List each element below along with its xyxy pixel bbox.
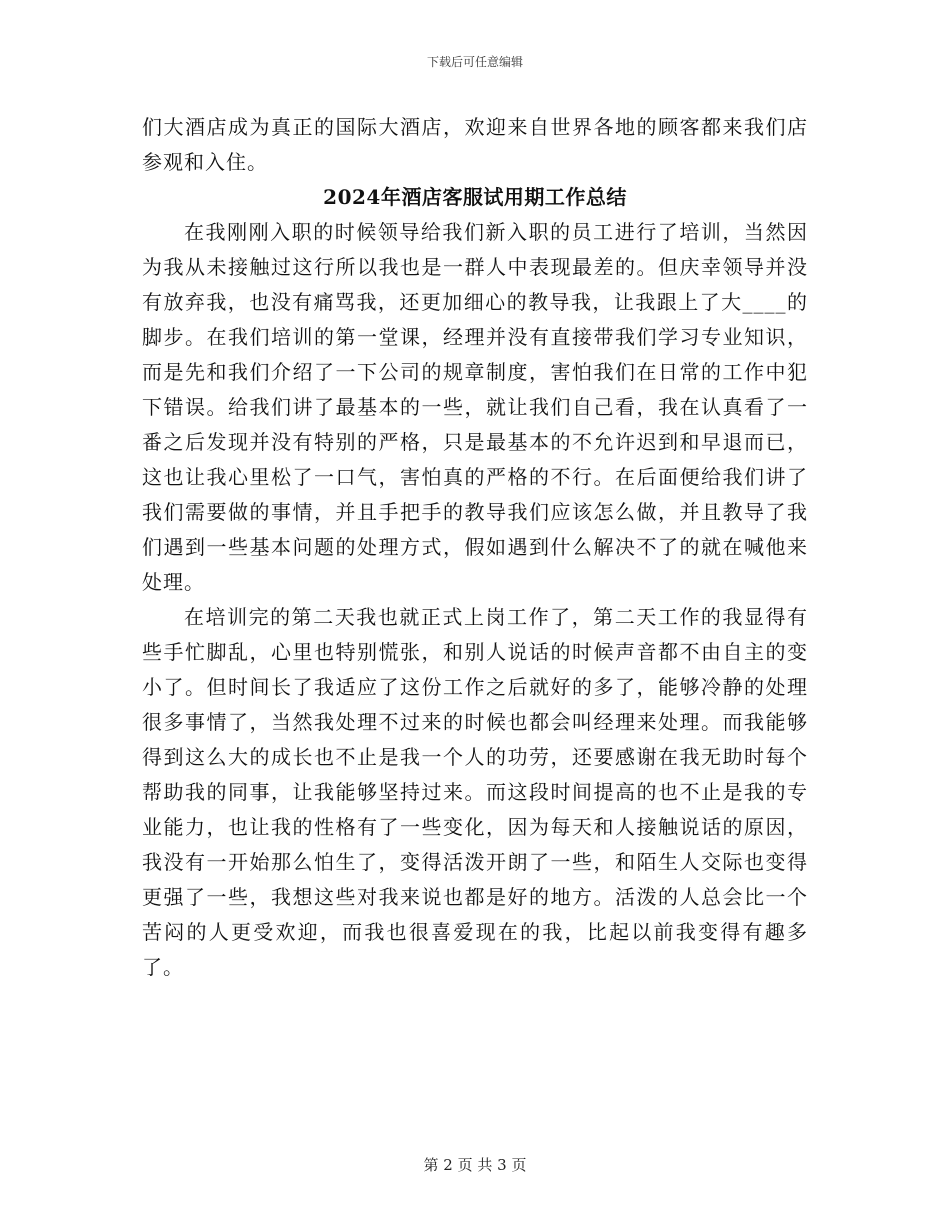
page-header: 下载后可任意编辑	[426, 55, 523, 69]
document-title: 2024年酒店客服试用期工作总结	[323, 185, 627, 209]
page-footer: 第 2 页 共 3 页	[423, 1156, 527, 1174]
body-paragraph-2: 在培训完的第二天我也就正式上岗工作了，第二天工作的我显得有些手忙脚乱，心里也特别慌张，和别人说话的时候声音都不由自主的变小了。但时间长了我适应了这份工作之后就好的多了，能够冷静的处理很多事情了，当然我处理不过来的时候也都会叫经理来处理。而我能够得到这么大的成长也不止是我一个人的功劳，还要感谢在我无助时每个帮助我的同事，让我能够坚持过来。而这段时间提高的也不止是我的专业能力，也让我的性格有了一些变化，因为每天和人接触说话的原因，我没有一开始那么怕生了，变得活泼开朗了一些，和陌生人交际也变得更强了一些，我想这些对我来说也都是好的地方。活泼的人总会比一个苦闷的人更受欢迎，而我也很喜爱现在的我，比起以前我变得有趣多了。	[142, 605, 808, 979]
document-body	[142, 110, 808, 985]
body-paragraph-1: 在我刚刚入职的时候领导给我们新入职的员工进行了培训，当然因为我从未接触过这行所以我也是一群人中表现最差的。但庆幸领导并没有放弃我，也没有痛骂我，还更加细心的教导我，让我跟上了大____的脚步。在我们培训的第一堂课，经理并没有直接带我们学习专业知识，而是先和我们介绍了一下公司的规章制度，害怕我们在日常的工作中犯下错误。给我们讲了最基本的一些，就让我们自己看，我在认真看了一番之后发现并没有特别的严格，只是最基本的不允许迟到和早退而已，这也让我心里松了一口气，害怕真的严格的不行。在后面便给我们讲了我们需要做的事情，并且手把手的教导我们应该怎么做，并且教导了我们遇到一些基本问题的处理方式，假如遇到什么解决不了的就在喊他来处理。	[142, 220, 808, 594]
intro-paragraph: 们大酒店成为真正的国际大酒店，欢迎来自世界各地的顾客都来我们店参观和入住。	[142, 115, 808, 174]
